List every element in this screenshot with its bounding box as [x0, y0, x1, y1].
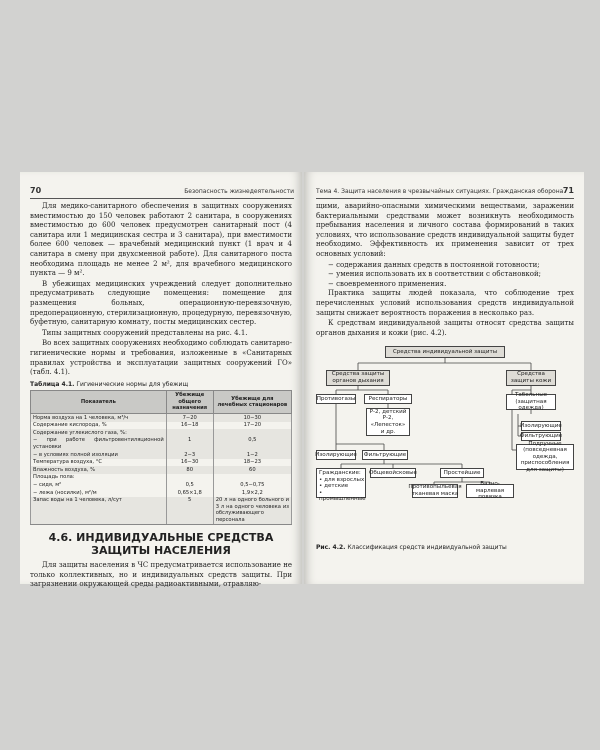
right-page-number: 71 — [562, 186, 574, 195]
table-cell: Норма воздуха на 1 человека, м³/ч — [31, 414, 167, 422]
table-row — [31, 437, 292, 451]
table-cell — [166, 474, 213, 482]
skin-isolating-box: Изолирующие — [521, 421, 561, 431]
table-cell: 20 л на одного больного и 3 л на одного человека из обслуживающего персонала — [213, 497, 291, 525]
list-item: − своевременного применения. — [328, 279, 447, 288]
table-row — [31, 489, 292, 497]
table-cell: Влажность воздуха, % — [31, 466, 167, 474]
paragraph: К средствам индивидуальной защиты относят средства защиты органов дыхания и кожи (рис. 4.2). — [316, 319, 574, 337]
table-cell: 17−20 — [213, 422, 291, 430]
header-rule — [316, 198, 574, 199]
table-cell: 0,5 — [166, 481, 213, 489]
table-caption-label: Таблица 4.1. — [30, 380, 75, 388]
respiratory-protection-box: Средства защиты органов дыхания — [326, 370, 390, 386]
table-cell: − сидя, м² — [31, 481, 167, 489]
table-cell: − при работе фильтровентиляционной установки — [31, 437, 167, 451]
table-cell: − в условиях полной изоляции — [31, 451, 167, 459]
figure-caption — [316, 544, 574, 551]
table-cell — [166, 429, 213, 437]
paragraph: Во всех защитных сооружениях необходимо соблюдать санитарно-гигиенические нормы и требования, изложенные в «Санитарных правилах устройства и эксплуатации защитных сооружений ГО» (табл. 4.1). — [30, 339, 292, 377]
table-cell: Температура воздуха, °С — [31, 459, 167, 467]
table-row — [31, 481, 292, 489]
table-cell: 5 — [166, 497, 213, 525]
improvised-means-box: Подручные (повседневная одежда, приспособления для защиты) — [516, 444, 574, 470]
paragraph: щими, аварийно-опасными химическими веществами, заражении бактериальными средствами может возникнуть необходимость пребывания населения и личного состава формирований в таких условиях, что использование средств индивидуальной защиты будет необходимо. Эффективность их применения зависит от трех основных условий: — [316, 202, 574, 258]
table-cell: 2−3 — [166, 451, 213, 459]
civil-item: • детские — [319, 483, 349, 490]
section-heading: 4.6. ИНДИВИДУАЛЬНЫЕ СРЕДСТВА ЗАЩИТЫ НАСЕЛЕНИЯ — [48, 530, 274, 557]
figure-caption-label: Рис. 4.2. — [316, 544, 346, 551]
table-cell: 1 — [166, 437, 213, 451]
left-page — [20, 172, 302, 589]
table-header: Показатель — [31, 391, 167, 414]
civil-label: Гражданские: — [319, 470, 361, 476]
header-rule — [30, 198, 294, 199]
cotton-gauze-bandage-box: Ватно-марлевая повязка — [466, 484, 514, 498]
paragraph: Для медико-санитарного обеспечения в защитных сооружениях вместимостью до 150 человек работают 2 санитара, в сооружениях вместимостью до 600 человек предусмотрен санитарный пост (4 санитара или 1 медицинская сестра и 3 санитара), при вместимости более 600 человек — врачебный медицинский пункт (1 врач и 4 санитара в смену при двухсменной работе). Для санитарного поста необходима площадь не менее 2 м², для врачебного медицинского пункта — 9 м². — [30, 202, 292, 278]
paragraph: Типы защитных сооружений представлены на рис. 4.1. — [42, 328, 248, 337]
right-running-title: Тема 4. Защита населения в чрезвычайных ситуациях. Гражданская оборона — [316, 188, 564, 195]
table-cell — [213, 474, 291, 482]
root-box: Средства индивидуальной защиты — [385, 346, 505, 358]
section-paragraph: Для защиты населения в ЧС предусматривается использование не только коллективных, но и индивидуальных средств защиты. При загрязнении окружающей среды радиоактивными, отравляю- — [30, 560, 292, 589]
table-header: Убежище для лечебных стационаров — [213, 391, 291, 414]
table-row — [31, 459, 292, 467]
table-cell: 7−20 — [166, 414, 213, 422]
table-cell: 16−30 — [166, 459, 213, 467]
table-caption — [30, 380, 292, 390]
skin-filtering-box: Фильтрующие — [519, 433, 563, 440]
list-item: − содержания данных средств в постоянной готовности; — [328, 260, 540, 269]
figure-caption-text: Классификация средств индивидуальной защиты — [347, 544, 507, 551]
isolating-box: Изолирующие — [316, 450, 356, 460]
table-cell: 80 — [166, 466, 213, 474]
respirator-types-box: Р-2, детский Р-2, «Лепесток» и др. — [366, 408, 410, 436]
respirators-box: Респираторы — [364, 394, 412, 404]
filtering-box: Фильтрующие — [362, 450, 408, 460]
civil-item: • для взрослых — [319, 476, 365, 483]
table-cell: 1,9×2,2 — [213, 489, 291, 497]
table-cell: Запас воды на 1 человека, л/сут — [31, 497, 167, 525]
table-caption-text: Гигиенические нормы для убежищ — [76, 380, 189, 388]
table-cell: Содержание кислорода, % — [31, 422, 167, 430]
table-row — [31, 474, 292, 482]
table-cell: 0,5−0,75 — [213, 481, 291, 489]
skin-protection-box: Средства защиты кожи — [506, 370, 556, 386]
left-page-number: 70 — [30, 186, 42, 195]
simple-box: Простейшие — [440, 468, 484, 478]
paragraph: В убежищах медицинских учреждений следует дополнительно предусматривать следующие помещения: помещение для размещения больных, операционную-перевязочную, предоперационную, стерилизационную, процедурную, перевязочную, буфетную, санитарную комнату, посты медицинских сестер. — [30, 279, 293, 327]
hygiene-norms-table — [30, 390, 292, 525]
civil-item: • промышленные — [319, 489, 366, 503]
table-row — [31, 422, 292, 430]
paragraph: Практика защиты людей показала, что соблюдение трех перечисленных условий использования средств индивидуальной защиты снижает вероятность поражения в несколько раз. — [316, 289, 574, 317]
table-row — [31, 451, 292, 459]
ppe-classification-diagram — [315, 346, 574, 503]
combined-arms-box: Общевойсковые — [370, 468, 416, 478]
table-cell: 0,65×1,8 — [166, 489, 213, 497]
table-row — [31, 497, 292, 525]
table-cell: 18−23 — [213, 459, 291, 467]
table-row — [31, 429, 292, 437]
table-cell: − лежа (носилки), м²/м — [31, 489, 167, 497]
table-cell: Содержание углекислого газа, %: — [31, 429, 167, 437]
table-cell: 1−2 — [213, 451, 291, 459]
standard-issue-box: Табельные (защитная одежда) — [506, 394, 556, 410]
table-cell — [213, 429, 291, 437]
left-page-body — [30, 202, 292, 591]
table-cell: 16−18 — [166, 422, 213, 430]
civil-box — [316, 468, 366, 503]
table-row — [31, 466, 292, 474]
table-row — [31, 414, 292, 422]
right-page-header — [316, 186, 574, 198]
list-item: − умения использовать их в соответствии с обстановкой; — [328, 270, 541, 279]
gas-masks-box: Противогазы — [316, 394, 356, 404]
left-page-header — [30, 186, 294, 198]
right-page-body — [316, 202, 574, 339]
table-header: Убежище общего назначения — [166, 391, 213, 414]
table-cell: 60 — [213, 466, 291, 474]
table-cell: 10−30 — [213, 414, 291, 422]
right-page — [304, 172, 584, 584]
anti-dust-mask-box: Противопыльевая тканевая маска — [408, 484, 462, 497]
left-running-title: Безопасность жизнедеятельности — [184, 188, 294, 195]
table-cell: 0,5 — [213, 437, 291, 451]
table-cell: Площадь пола: — [31, 474, 167, 482]
